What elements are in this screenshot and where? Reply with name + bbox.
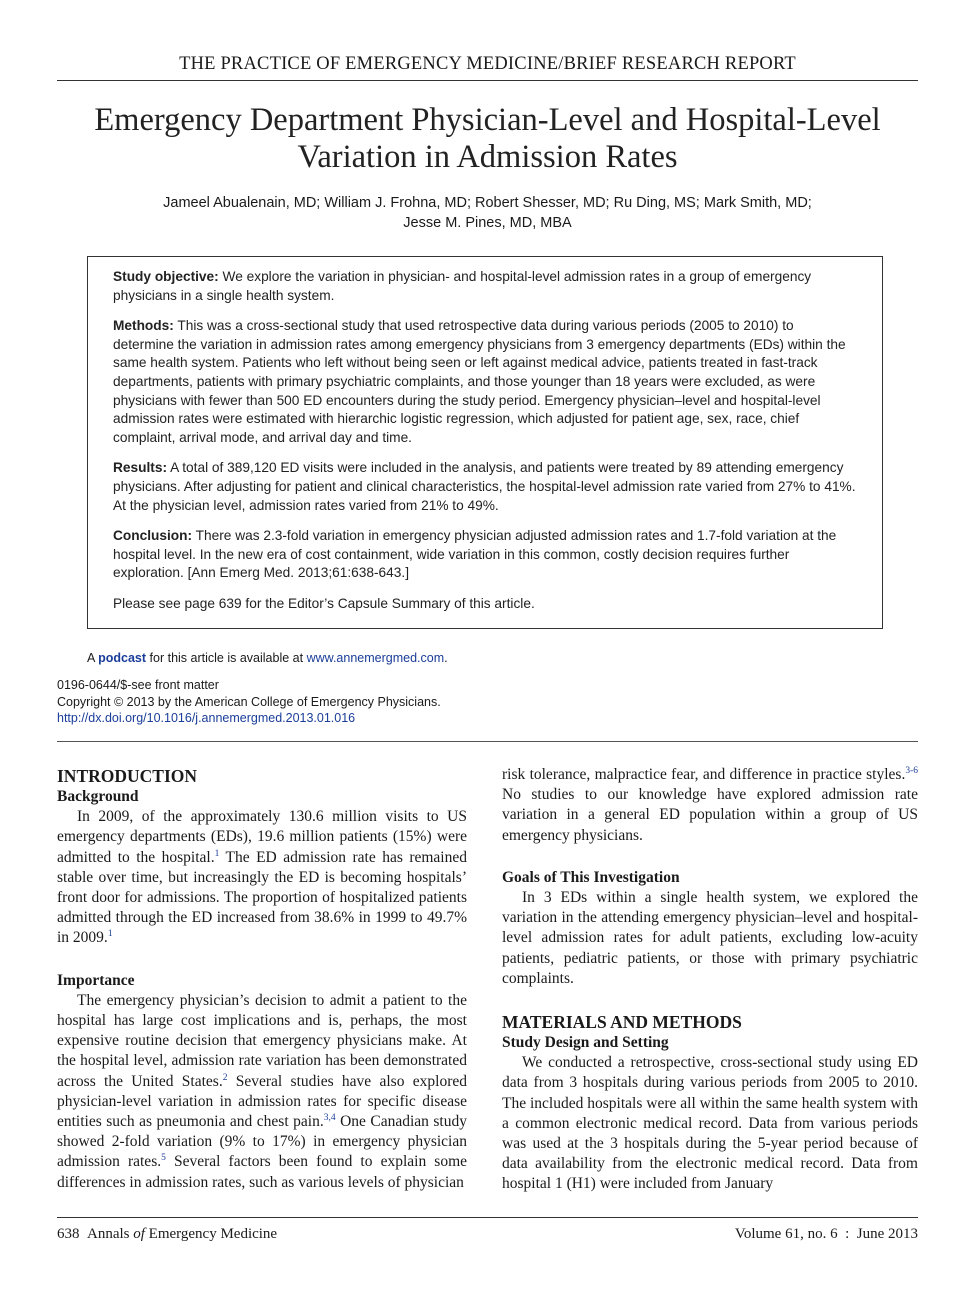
capsule-note: Please see page 639 for the Editor’s Capsule Summary of this article. [113,595,535,611]
citation-ref[interactable]: 1 [107,929,113,940]
citation-ref[interactable]: 3-6 [905,766,918,776]
continued-paragraph [502,765,918,846]
footer-right [735,1226,918,1243]
podcast-note [87,651,448,665]
abstract-box [87,256,883,629]
footer-left [57,1226,277,1243]
podcast-prefix: A [87,651,99,665]
importance-text-c: One Canadian study showed 2-fold variation (9% to 17%) in emergency physician admission rates. [57,1113,467,1171]
continued-text-a: risk tolerance, malpractice fear, and difference in practice styles. [502,766,906,783]
footer-separator: : [845,1226,850,1242]
importance-text-a: The emergency physician’s decision to admit a patient to the hospital has large cost implications and is, perhaps, the most expensive routine decision that emergency physicians make. At the hospital level, admission rate variation has been demonstrated across the United States. [57,991,467,1090]
study-design-paragraph: We conducted a retrospective, cross-sectional study using ED data from 3 hospitals during various periods from 2005 to 2010. The included hospitals were all within the same health system with a common electronic medical record. Data from various periods was used at the 3 hospitals during the 5-year period because of data availability from the electronic medical record. Data from hospital 1 (H1) were included from January [502,1054,918,1193]
issn-line: 0196-0644/$-see front matter [57,678,219,692]
copyright-line: Copyright © 2013 by the American College of Emergency Physicians. [57,694,441,709]
front-matter [57,677,441,727]
importance-text-d: Several factors been found to explain some differences in admission rates, such as various levels of physician [57,1153,468,1191]
author-list [57,193,918,233]
background-text-b: The ED admission rate has remained stable over time, but increasingly the ED is becoming hospitals’ front door for admissions. The proportion of hospitalized patients admitted through the ED increased from 38.6% in 1999 to 49.7% in 2009. [57,848,467,947]
footer-divider [57,1217,918,1218]
doi-link[interactable]: http://dx.doi.org/10.1016/j.annemergmed.2013.01.016 [57,711,356,725]
abstract-conclusion [113,527,857,583]
continued-text-b: No studies to our knowledge have explored admission rate variation in a general ED population within a group of US emergency physicians. [502,786,918,844]
journal-name-pre: Annals [87,1226,134,1242]
podcast-suffix: . [444,651,448,665]
goals-paragraph: In 3 EDs within a single health system, we explored the variation in the attending emergency physician–level and hospital-level admission rates for adult patients, excluding low-acuity patients, pediatric patients, or those with primary psychiatric complaints. [502,889,918,987]
journal-name [87,1226,277,1242]
podcast-middle: for this article is available at [146,651,307,665]
journal-name-of: of [133,1226,145,1242]
podcast-link[interactable]: podcast [98,651,147,665]
left-column [57,765,467,1193]
conclusion-label: Conclusion: [113,528,193,544]
abstract-results [113,459,857,515]
body-divider [57,741,918,742]
background-text-a: In 2009, of the approximately 130.6 million visits to US emergency departments (EDs), 19.6 million patients (15%) were admitted to the hospital. [57,808,467,866]
goals-heading: Goals of This Investigation [502,868,680,886]
importance-heading: Importance [57,971,135,989]
methods-text: This was a cross-sectional study that used retrospective data during various periods (2005 to 2010) to determine the variation in admission rates among emergency physicians from 3 emergency departments (EDs) within the same health system. Patients who left without being seen or left against medical advice, patients treated in fast-track departments, patients with primary psychiatric complaints, and those younger than 18 years were excluded, as were physicians with fewer than 500 ED encounters during the study period. Emergency physician–level and hospital-level admission rates were estimated with hierarchic logistic regression, which adjusted for patient age, sex, race, chief complaint, arrival mode, and arrival day and time. [113,318,846,445]
introduction-heading: INTRODUCTION [57,766,198,786]
background-heading: Background [57,788,139,805]
methods-label: Methods: [113,318,174,334]
header-divider [57,80,918,81]
page-number: 638 [57,1226,80,1242]
article-title [57,102,918,176]
title-line-2: Variation in Admission Rates [297,139,678,175]
authors-line-2: Jesse M. Pines, MD, MBA [403,215,572,231]
journal-url-link[interactable]: www.annemergmed.com [306,651,445,665]
importance-paragraph [57,991,467,1193]
importance-text-b: Several studies have also explored physician-level variation in admission rates for specific disease entities such as pneumonia and chest pain. [57,1072,467,1131]
title-line-1: Emergency Department Physician-Level and Hospital-Level [94,102,881,138]
journal-name-post: Emergency Medicine [144,1226,278,1242]
volume-info: Volume 61, no. 6 [734,1226,838,1242]
abstract-methods [113,317,857,447]
conclusion-text: There was 2.3-fold variation in emergency physician adjusted admission rates and 1.7-fold variation at the hospital level. In the new era of cost containment, wide variation in this common, costly decision requires further exploration. [Ann Emerg Med. 2013;61:638-643.] [113,528,837,581]
background-paragraph [57,807,467,948]
running-head: THE PRACTICE OF EMERGENCY MEDICINE/BRIEF RESEARCH REPORT [179,54,796,74]
results-text: A total of 389,120 ED visits were included in the analysis, and patients were treated by 89 attending emergency physicians. After adjusting for patient and clinical characteristics, the hospital-level admission rate varied from 27% to 41%. At the physician level, admission rates varied from 21% to 49%. [113,460,856,513]
issue-date: June 2013 [856,1226,918,1242]
right-column [502,765,918,1195]
results-label: Results: [113,460,168,476]
citation-ref[interactable]: 1 [214,848,220,859]
citation-ref[interactable]: 3,4 [323,1113,336,1124]
objective-label: Study objective: [113,269,219,284]
objective-text: We explore the variation in physician- and hospital-level admission rates in a group of emergency physicians in a single health system. [113,269,812,303]
authors-line-1: Jameel Abualenain, MD; William J. Frohna, MD; Robert Shesser, MD; Ru Ding, MS; Mark Smith, MD; [163,195,812,211]
citation-ref[interactable]: 2 [222,1072,228,1083]
citation-ref[interactable]: 5 [161,1153,166,1164]
methods-heading: MATERIALS AND METHODS [502,1012,742,1033]
abstract-objective [113,268,857,305]
study-design-heading: Study Design and Setting [502,1034,669,1052]
